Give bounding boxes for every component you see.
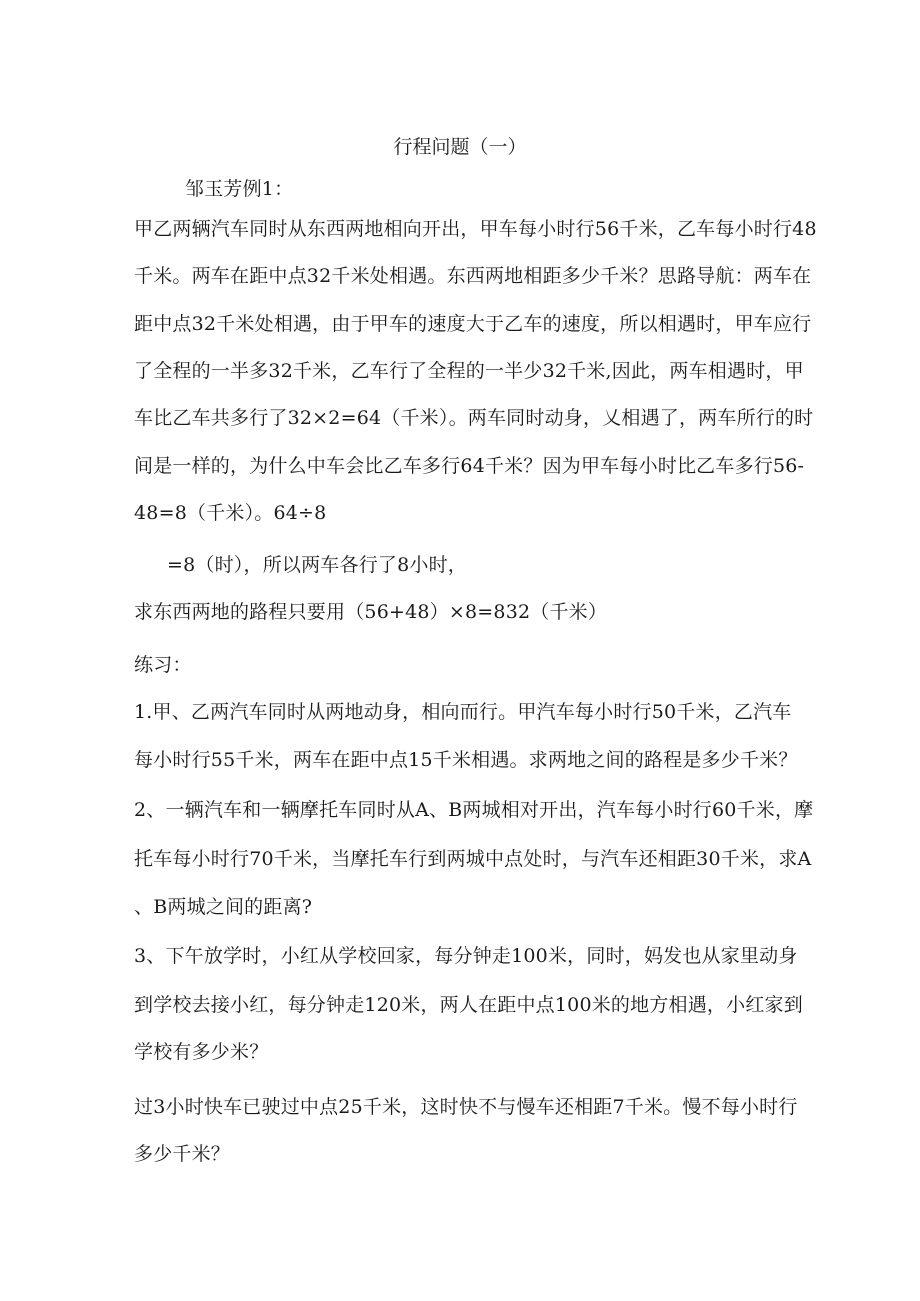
example-line: 甲乙两辆汽车同时从东西两地相向开出，甲车每小时行56千米，乙车每小时行48 <box>134 218 817 240</box>
practice-line: 3、下午放学时，小红从学校回家，每分钟走100米，同时，妈发也从家里动身 <box>134 945 798 967</box>
example-line: =8（时），所以两车各行了8小时， <box>167 554 467 576</box>
practice-line: 每小时行55千米，两车在距中点15千米相遇。求两地之间的路程是多少千米？ <box>134 749 798 771</box>
practice-line: 1.甲、乙两汽车同时从两地动身，相向而行。甲汽车每小时行50千米，乙汽车 <box>134 701 792 723</box>
practice-line: 托车每小时行70千米，当摩托车行到两城中点处时，与汽车还相距30千米，求A <box>134 848 812 870</box>
example-line: 距中点32千米处相遇，由于甲车的速度大于乙车的速度，所以相遇时，甲车应行 <box>134 313 812 335</box>
page-title: 行程问题（一） <box>393 136 527 158</box>
practice-line: 到学校去接小红，每分钟走120米，两人在距中点100米的地方相遇，小红家到 <box>134 994 803 1016</box>
example-line: 千米。两车在距中点32千米处相遇。东西两地相距多少千米？思路导航：两车在 <box>134 265 812 287</box>
example-line: 求东西两地的路程只要用（56+48）×8=832（千米） <box>134 601 608 623</box>
practice-line: 多少千米？ <box>134 1143 231 1165</box>
example-line: 48=8（千米）。64÷8 <box>134 502 327 524</box>
example-line: 间是一样的，为什么中车会比乙车多行64千米？因为甲车每小时比乙车多行56- <box>134 455 805 477</box>
practice-heading: 练习： <box>134 654 192 676</box>
practice-line: 2、一辆汽车和一辆摩托车同时从A、B两城相对开出，汽车每小时行60千米，摩 <box>134 799 814 821</box>
example-line: 了全程的一半多32千米，乙车行了全程的一半少32千米,因此，两车相遇时，甲 <box>134 360 804 382</box>
practice-line: 过3小时快车已驶过中点25千米，这时快不与慢车还相距7千米。慢不每小时行 <box>134 1096 798 1118</box>
example-line: 车比乙车共多行了32×2=64（千米）。两车同时动身，乂相遇了，两车所行的时 <box>134 407 814 429</box>
practice-line: 、B两城之间的距离? <box>134 896 313 918</box>
practice-line: 学校有多少米？ <box>134 1041 269 1063</box>
example-heading: 邹玉芳例1： <box>185 178 294 200</box>
